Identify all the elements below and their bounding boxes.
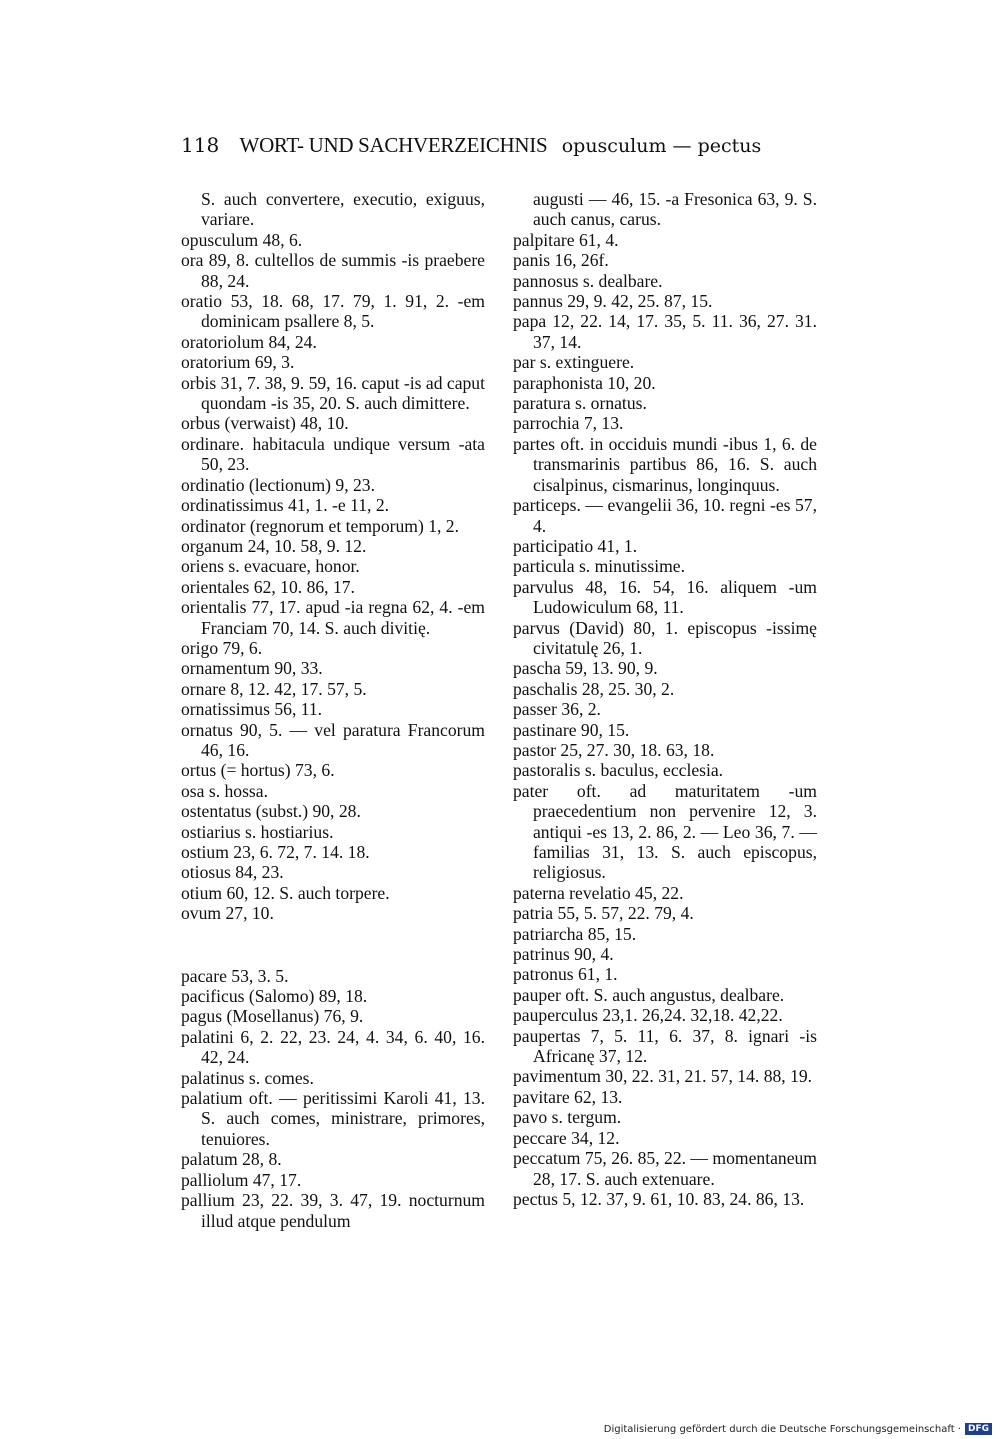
index-entry: oratorium 69, 3. xyxy=(181,352,295,373)
index-entry: ostentatus (subst.) 90, 28. xyxy=(181,801,361,822)
index-entry: palliolum 47, 17. xyxy=(181,1169,302,1190)
index-entry: paschalis 28, 25. 30, 2. xyxy=(513,678,675,699)
index-entry-continuation: S. auch convertere, executio, exiguus, variare. xyxy=(201,189,485,230)
index-entry: pannosus s. dealbare. xyxy=(513,270,663,291)
index-entry: papa 12, 22. 14, 17. 35, 5. 11. 36, 27. 31. 37, 14. xyxy=(513,311,817,352)
index-entry: peccatum 75, 26. 85, 22. — momentaneum 28, 17. S. auch extenuare. xyxy=(513,1148,817,1189)
index-entry: origo 79, 6. xyxy=(181,637,263,658)
footer-credit: Digitalisierung gefördert durch die Deutsche Forschungsgemeinschaft · xyxy=(603,1423,961,1435)
index-entry: patrinus 90, 4. xyxy=(513,944,614,965)
index-entry: par s. extinguere. xyxy=(513,352,635,373)
index-entry: oratio 53, 18. 68, 17. 79, 1. 91, 2. -em dominicam psallere 8, 5. xyxy=(181,291,485,332)
index-entry: peccare 34, 12. xyxy=(513,1127,620,1148)
index-entry: organum 24, 10. 58, 9. 12. xyxy=(181,535,367,556)
index-entry: ordinare. habitacula undique versum -ata 50, 23. xyxy=(181,433,485,475)
index-entry: palatium oft. — peritissimi Karoli 41, 13. S. auch comes, ministrare, primores, tenuiores. xyxy=(181,1088,485,1149)
index-entry: pastor 25, 27. 30, 18. 63, 18. xyxy=(513,739,715,760)
index-entry: paratura s. ornatus. xyxy=(513,393,647,414)
index-entry: ornare 8, 12. 42, 17. 57, 5. xyxy=(181,678,367,699)
index-entry: palatini 6, 2. 22, 23. 24, 4. 34, 6. 40, 16. 42, 24. xyxy=(181,1026,485,1068)
index-entry: passer 36, 2. xyxy=(513,699,601,720)
index-entry: pavimentum 30, 22. 31, 21. 57, 14. 88, 19. xyxy=(513,1066,813,1087)
index-entry: pastinare 90, 15. xyxy=(513,719,630,740)
index-entry: partes oft. in occiduis mundi -ibus 1, 6. de transmarinis partibus 86, 16. S. auch cisalpinus, cismarinus, longinquus. xyxy=(513,433,817,495)
index-entry: parvus (David) 80, 1. episcopus -issimę civitatulę 26, 1. xyxy=(513,617,817,658)
page-header xyxy=(181,133,781,158)
index-entry: pastoralis s. baculus, ecclesia. xyxy=(513,760,724,781)
index-column-left xyxy=(181,189,485,1231)
index-entry: pauper oft. S. auch angustus, dealbare. xyxy=(513,984,785,1005)
index-entry: ordinatissimus 41, 1. -e 11, 2. xyxy=(181,495,390,516)
index-entry: ora 89, 8. cultellos de summis -is praebere 88, 24. xyxy=(181,250,485,291)
page-range: opusculum — pectus xyxy=(561,135,762,157)
index-entry: pannus 29, 9. 42, 25. 87, 15. xyxy=(513,291,713,312)
index-entry: pectus 5, 12. 37, 9. 61, 10. 83, 24. 86, 13. xyxy=(513,1188,805,1209)
index-entry: ornatus 90, 5. — vel paratura Francorum 46, 16. xyxy=(181,719,485,760)
dfg-logo: DFG xyxy=(965,1423,992,1435)
index-entry: patronus 61, 1. xyxy=(513,964,618,985)
index-entry: ornatissimus 56, 11. xyxy=(181,699,323,720)
index-entry: ostium 23, 6. 72, 7. 14. 18. xyxy=(181,842,370,862)
index-entry: particeps. — evangelii 36, 10. regni -es 57, 4. xyxy=(513,495,817,536)
index-entry: pater oft. ad maturitatem -um praecedentium non pervenire 12, 3. antiqui -es 13, 2. 86, 2. — Leo 36, 7. — familias 31, 13. S. auch episcopus, religiosus. xyxy=(513,780,817,883)
index-entry: particula s. minutissime. xyxy=(513,556,686,577)
index-entry: ordinator (regnorum et temporum) 1, 2. xyxy=(181,515,460,536)
index-entry: pavo s. tergum. xyxy=(513,1107,622,1128)
index-entry: ordinatio (lectionum) 9, 23. xyxy=(181,474,375,495)
index-entry: ornamentum 90, 33. xyxy=(181,658,323,679)
index-entry: otium 60, 12. S. auch torpere. xyxy=(181,882,390,903)
index-entry: ortus (= hortus) 73, 6. xyxy=(181,760,335,781)
index-entry: pavitare 62, 13. xyxy=(513,1086,623,1107)
index-entry: participatio 41, 1. xyxy=(513,535,638,556)
index-entry: paterna revelatio 45, 22. xyxy=(513,882,684,903)
index-entry: palatum 28, 8. xyxy=(181,1149,282,1170)
section-gap xyxy=(181,924,485,966)
index-entry: patriarcha 85, 15. xyxy=(513,923,637,944)
index-entry: paupertas 7, 5. 11, 6. 37, 8. ignari -is Africanę 37, 12. xyxy=(513,1025,817,1067)
index-entry-continuation: augusti — 46, 15. -a Fresonica 63, 9. S. auch canus, carus. xyxy=(533,189,817,230)
index-entry: pascha 59, 13. 90, 9. xyxy=(513,658,658,679)
index-entry: parrochia 7, 13. xyxy=(513,413,624,434)
index-entry: orbis 31, 7. 38, 9. 59, 16. caput -is ad caput quondam -is 35, 20. S. auch dimittere. xyxy=(181,372,485,414)
index-column-right xyxy=(513,189,817,1209)
index-entry: paraphonista 10, 20. xyxy=(513,372,656,393)
index-entry: panis 16, 26f. xyxy=(513,250,609,271)
index-entry: ostiarius s. hostiarius. xyxy=(181,821,334,842)
index-entry: orientales 62, 10. 86, 17. xyxy=(181,576,355,597)
index-entry: orientalis 77, 17. apud -ia regna 62, 4. -em Franciam 70, 14. S. auch divitię. xyxy=(181,597,485,638)
index-entry: palatinus s. comes. xyxy=(181,1067,314,1088)
index-entry: osa s. hossa. xyxy=(181,780,268,801)
index-entry: patria 55, 5. 57, 22. 79, 4. xyxy=(513,903,694,924)
index-entry: opusculum 48, 6. xyxy=(181,229,303,250)
page-number: 118 xyxy=(181,133,220,157)
index-entry: orbus (verwaist) 48, 10. xyxy=(181,413,349,434)
index-entry: pacare 53, 3. 5. xyxy=(181,965,289,986)
footer xyxy=(604,1423,992,1435)
index-entry: pacificus (Salomo) 89, 18. xyxy=(181,986,368,1007)
index-entry: pagus (Mosellanus) 76, 9. xyxy=(181,1006,364,1027)
index-entry: oratoriolum 84, 24. xyxy=(181,331,317,352)
index-entry: ovum 27, 10. xyxy=(181,903,274,924)
index-entry: otiosus 84, 23. xyxy=(181,862,284,883)
index-entry: parvulus 48, 16. 54, 16. aliquem -um Ludowiculum 68, 11. xyxy=(513,576,817,618)
index-entry: oriens s. evacuare, honor. xyxy=(181,556,360,577)
index-entry: pauperculus 23,1. 26,24. 32,18. 42,22. xyxy=(513,1005,783,1026)
index-entry: pallium 23, 22. 39, 3. 47, 19. nocturnum illud atque pendulum xyxy=(181,1190,485,1231)
page-title: WORT- UND SACHVERZEICHNIS xyxy=(239,133,548,157)
index-entry: palpitare 61, 4. xyxy=(513,229,619,250)
